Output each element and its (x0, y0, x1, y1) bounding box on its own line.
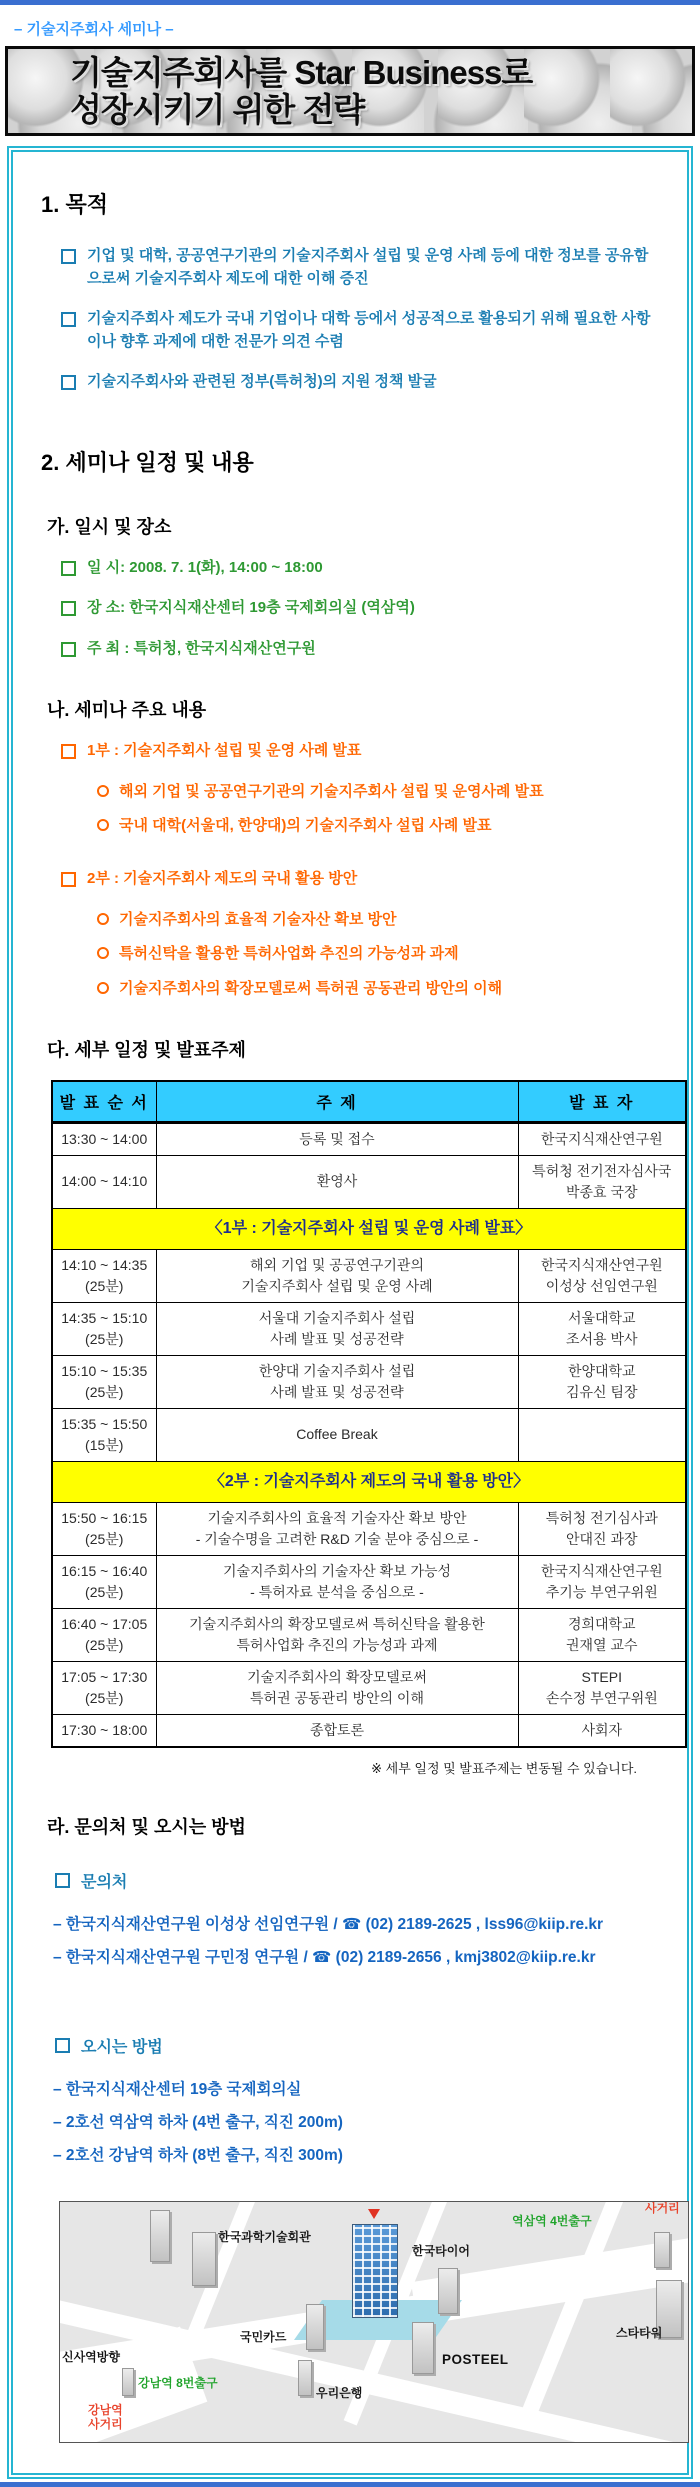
purpose-item-text: 기술지주회사와 관련된 정부(특허청)의 지원 정책 발굴 (87, 373, 437, 390)
part1-item (97, 815, 661, 837)
checkbox-icon (61, 312, 76, 327)
directions-label (55, 2034, 669, 2057)
schedule-row: 17:30 ~ 18:00 종합토론 사회자 (52, 1714, 686, 1747)
inquiry-label-text: 문의처 (81, 1873, 128, 1891)
schedule-row: 15:50 ~ 16:15 (25분) 기술지주회사의 효율적 기술자산 확보 방안 - 기술수명을 고려한 R&D 기술 분야 중심으로 - 특허청 전기심사과 안대진 과장 (52, 1502, 686, 1555)
checkbox-icon (61, 872, 76, 887)
contact-heading: 라. 문의처 및 오시는 방법 (47, 1816, 246, 1837)
purpose-item-text: 기업 및 대학, 공공연구기관의 기술지주회사 설립 및 운영 사례 등에 대한 정보를 공유함으로써 기술지주회사 제도에 대한 이해 증진 (87, 247, 649, 287)
banner-title-line2: 성장시키기 위한 전략 (70, 91, 365, 128)
table-header-row (52, 1081, 686, 1123)
purpose-heading: 1. 목적 (41, 192, 108, 217)
map-label-kookmin-card: 국민카드 (240, 2329, 287, 2344)
when-where-item-text: 주 최 : 특허청, 한국지식재산연구원 (87, 639, 316, 657)
part2-item-text: 기술지주회사의 효율적 기술자산 확보 방안 (119, 910, 397, 928)
checkbox-icon (61, 249, 76, 264)
circle-bullet-icon (97, 913, 109, 925)
map-label-sageori: 사거리 (645, 2200, 680, 2215)
part1-item (97, 781, 661, 803)
part1-title-text: 1부 : 기술지주회사 설립 및 운영 사례 발표 (87, 742, 362, 759)
map-label-star-tower: 스타타워 (616, 2325, 663, 2340)
map-label-gangnam-sageori: 강남역 사거리 (88, 2402, 123, 2431)
purpose-item (61, 371, 661, 394)
content-box (7, 146, 693, 2479)
schedule-row: 13:30 ~ 14:00 등록 및 접수 한국지식재산연구원 (52, 1122, 686, 1155)
map-building (654, 2232, 670, 2268)
checkbox-icon (61, 561, 76, 576)
checkbox-icon (55, 2038, 70, 2053)
part1-title (61, 740, 661, 763)
checkbox-icon (61, 375, 76, 390)
when-where-item-text: 일 시: 2008. 7. 1(화), 14:00 ~ 18:00 (87, 558, 323, 576)
map-marker-icon (368, 2209, 380, 2219)
part1-item-text: 해외 기업 및 공공연구기관의 기술지주회사 설립 및 운영사례 발표 (119, 782, 544, 800)
schedule-row: 15:35 ~ 15:50 (15분) Coffee Break (52, 1408, 686, 1461)
checkbox-icon (55, 1873, 70, 1888)
circle-bullet-icon (97, 947, 109, 959)
detail-heading: 다. 세부 일정 및 발표주제 (47, 1039, 246, 1060)
section-row-part1: 〈1부 : 기술지주회사 설립 및 운영 사례 발표〉 (52, 1208, 686, 1249)
schedule-heading: 2. 세미나 일정 및 내용 (41, 449, 254, 475)
table-note: ※ 세부 일정 및 발표주제는 변동될 수 있습니다. (371, 1760, 637, 1776)
schedule-row: 16:15 ~ 16:40 (25분) 기술지주회사의 기술자산 확보 가능성 - 특허자료 분석을 중심으로 - 한국지식재산연구원 추기능 부연구위원 (52, 1555, 686, 1608)
part2-item (97, 909, 661, 931)
when-where-item-text: 장 소: 한국지식재산센터 19층 국제회의실 (역삼역) (87, 599, 415, 616)
when-where-heading: 가. 일시 및 장소 (47, 516, 172, 537)
map-building (192, 2232, 216, 2286)
map-venue-tower (352, 2224, 398, 2318)
map-building (122, 2368, 134, 2396)
map-building (412, 2322, 434, 2374)
schedule-row: 15:10 ~ 15:35 (25분) 한양대 기술지주회사 설립 사례 발표 및 성공전략 한양대학교 김유신 팀장 (52, 1355, 686, 1408)
part2-title (61, 868, 661, 891)
banner-title-line1: 기술지주회사를 Star Business로 (70, 53, 533, 91)
inquiry-label (55, 1869, 669, 1892)
part2-item (97, 943, 661, 965)
part2-title-text: 2부 : 기술지주회사 제도의 국내 활용 방안 (87, 870, 358, 887)
map-building (298, 2360, 312, 2396)
when-where-item (61, 557, 661, 580)
directions-line: – 2호선 강남역 하차 (8번 출구, 직진 300m) (53, 2146, 343, 2164)
map-building (306, 2304, 324, 2350)
map-label-gangnam-exit8: 강남역 8번출구 (138, 2375, 218, 2390)
directions-label-text: 오시는 방법 (81, 2038, 163, 2056)
title-banner (5, 46, 695, 136)
checkbox-icon (61, 601, 76, 616)
header-order: 발 표 순 서 (52, 1081, 156, 1123)
purpose-item (61, 245, 661, 290)
schedule-row: 14:10 ~ 14:35 (25분) 해외 기업 및 공공연구기관의 기술지주회사 설립 및 운영 사례 한국지식재산연구원 이성상 선임연구원 (52, 1249, 686, 1302)
main-contents-heading: 나. 세미나 주요 내용 (47, 700, 207, 720)
schedule-row: 16:40 ~ 17:05 (25분) 기술지주회사의 확장모델로써 특허신탁을 활용한 특허사업화 추진의 가능성과 과제 경희대학교 권재열 교수 (52, 1608, 686, 1661)
bottom-bar (0, 2482, 700, 2487)
map-label-woori-bank: 우리은행 (316, 2385, 363, 2400)
purpose-item-text: 기술지주회사 제도가 국내 기업이나 대학 등에서 성공적으로 활용되기 위해 필요한 사항이나 향후 과제에 대한 전문가 의견 수렴 (87, 310, 651, 350)
schedule-row: 17:05 ~ 17:30 (25분) 기술지주회사의 확장모델로써 특허권 공동관리 방안의 이해 STEPI 손수정 부연구위원 (52, 1661, 686, 1714)
schedule-row: 14:00 ~ 14:10 환영사 특허청 전기전자심사국 박종효 국장 (52, 1155, 686, 1208)
schedule-row: 14:35 ~ 15:10 (25분) 서울대 기술지주회사 설립 사례 발표 및 성공전략 서울대학교 조서용 박사 (52, 1302, 686, 1355)
circle-bullet-icon (97, 785, 109, 797)
map-label-yeoksam-exit4: 역삼역 4번출구 (512, 2213, 592, 2228)
map-building (150, 2210, 170, 2262)
page-label: – 기술지주회사 세미나 – (14, 21, 174, 38)
map-label-posteel: POSTEEL (442, 2351, 509, 2367)
purpose-item (61, 308, 661, 353)
header-presenter: 발 표 자 (518, 1081, 686, 1123)
map-label-science-hall: 한국과학기술회관 (218, 2229, 311, 2244)
map-label-hankook-tire: 한국타이어 (412, 2243, 470, 2258)
when-where-item (61, 638, 661, 661)
header-topic: 주 제 (156, 1081, 518, 1123)
part1-item-text: 국내 대학(서울대, 한양대)의 기술지주회사 설립 사례 발표 (119, 817, 492, 835)
directions-line: – 2호선 역삼역 하차 (4번 출구, 직진 200m) (53, 2113, 343, 2131)
part2-item-text: 기술지주회사의 확장모델로써 특허권 공동관리 방안의 이해 (119, 980, 503, 997)
when-where-item (61, 597, 661, 620)
checkbox-icon (61, 744, 76, 759)
section-row-part2: 〈2부 : 기술지주회사 제도의 국내 활용 방안〉 (52, 1461, 686, 1502)
location-map (59, 2201, 689, 2443)
directions-line: – 한국지식재산센터 19층 국제회의실 (53, 2080, 302, 2098)
map-label-sinsa-direction: 신사역방향 (62, 2349, 120, 2364)
part2-item (97, 978, 661, 1000)
inquiry-line: – 한국지식재산연구원 구민정 연구원 / ☎ (02) 2189-2656 , kmj3802@kiip.re.kr (53, 1948, 596, 1966)
circle-bullet-icon (97, 982, 109, 994)
top-bar (0, 0, 700, 5)
map-building (438, 2268, 458, 2314)
map-road (520, 2201, 628, 2421)
circle-bullet-icon (97, 819, 109, 831)
checkbox-icon (61, 642, 76, 657)
part2-item-text: 특허신탁을 활용한 특허사업화 추진의 가능성과 과제 (119, 945, 459, 963)
inquiry-line: – 한국지식재산연구원 이성상 선임연구원 / ☎ (02) 2189-2625 , lss96@kiip.re.kr (53, 1915, 604, 1933)
schedule-table (51, 1080, 687, 1748)
